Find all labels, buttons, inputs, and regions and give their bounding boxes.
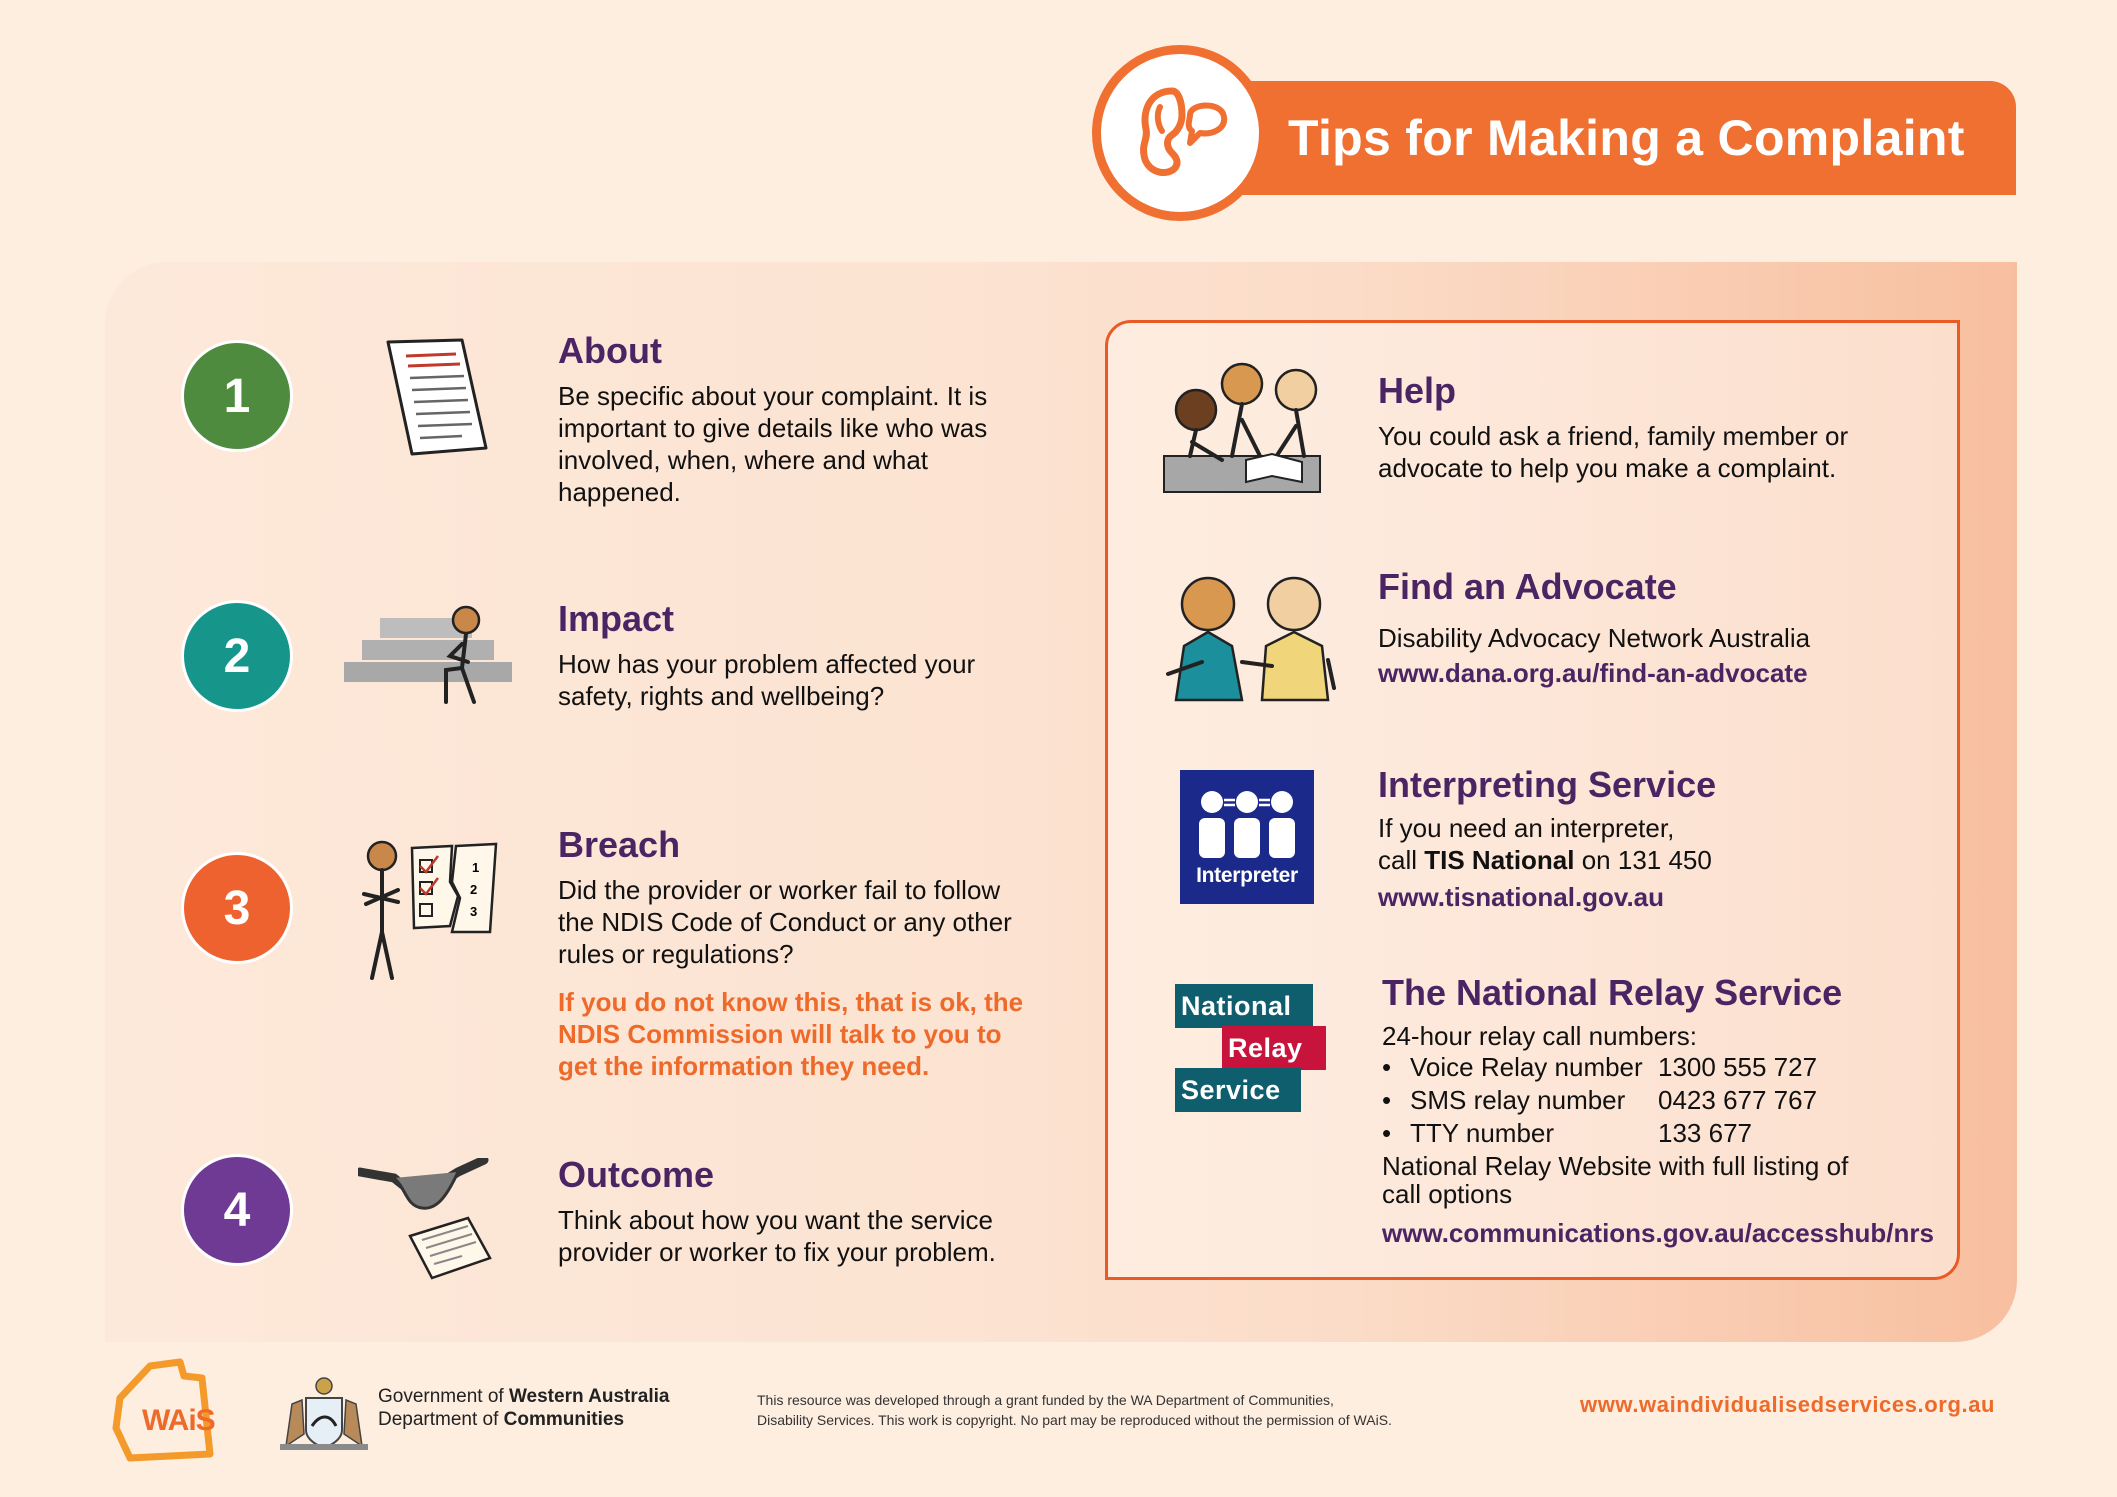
wais-logo-text: WAiS bbox=[142, 1404, 215, 1437]
people-helping-icon bbox=[1162, 356, 1322, 494]
step-3-heading: Breach bbox=[558, 824, 681, 865]
wais-website-link[interactable]: www.waindividualisedservices.org.au bbox=[1580, 1392, 1996, 1417]
svg-text:3: 3 bbox=[470, 904, 478, 919]
interpreter-logo bbox=[1180, 770, 1314, 904]
step-4-heading: Outcome bbox=[558, 1154, 715, 1195]
relay-intro: 24-hour relay call numbers: bbox=[1382, 1021, 1698, 1051]
step-3-note: If you do not know this, that is ok, the NDIS Commission will talk to you to get the information they need. bbox=[558, 987, 1024, 1081]
relay-item-label: TTY number bbox=[1410, 1118, 1555, 1148]
government-line-2 bbox=[378, 1408, 669, 1431]
stairs-person-icon bbox=[342, 598, 512, 708]
interpreting-body-line-1: If you need an interpreter, bbox=[1378, 813, 1675, 843]
advocate-link[interactable]: www.dana.org.au/find-an-advocate bbox=[1378, 658, 1808, 688]
title-banner bbox=[1190, 81, 2016, 195]
help-body-line-2: advocate to help you make a complaint. bbox=[1378, 453, 1837, 483]
step-4-number: 4 bbox=[181, 1154, 293, 1266]
help-body-line-1: You could ask a friend, family member or bbox=[1378, 421, 1849, 451]
step-2-number: 2 bbox=[181, 600, 293, 712]
svg-text:2: 2 bbox=[470, 882, 478, 897]
relay-item-sms: • SMS relay number 0423 677 767 bbox=[1382, 1085, 1818, 1115]
advocate-people-icon bbox=[1162, 570, 1338, 706]
step-3-number: 3 bbox=[181, 852, 293, 964]
gov-line-2-bold: Communities bbox=[503, 1409, 625, 1430]
copyright-line-2: Disability Services. This work is copyright. No part may be reproduced without the permission of WAiS. bbox=[757, 1412, 1392, 1428]
page-title: Tips for Making a Complaint bbox=[1288, 110, 1965, 166]
relay-item-tty: • TTY number 133 677 bbox=[1382, 1118, 1752, 1148]
interpreter-people-icon bbox=[1194, 786, 1300, 858]
svg-text:1: 1 bbox=[472, 860, 480, 875]
wais-logo bbox=[110, 1358, 216, 1466]
rules-checklist-icon bbox=[354, 836, 506, 984]
tis-national-name: TIS National bbox=[1424, 845, 1575, 875]
relay-item-value: 0423 677 767 bbox=[1658, 1085, 1818, 1115]
step-2-heading: Impact bbox=[558, 598, 675, 639]
gov-line-1-bold: Western Australia bbox=[508, 1386, 670, 1407]
handshake-agreement-icon bbox=[358, 1158, 498, 1282]
step-4-body: Think about how you want the service provider or worker to fix your problem. bbox=[558, 1205, 996, 1267]
help-heading: Help bbox=[1378, 370, 1457, 411]
nrs-logo-national: National bbox=[1175, 984, 1313, 1028]
document-icon bbox=[382, 336, 494, 460]
relay-item-value: 1300 555 727 bbox=[1658, 1052, 1818, 1082]
interpreting-heading: Interpreting Service bbox=[1378, 764, 1717, 805]
nrs-logo-service: Service bbox=[1175, 1068, 1301, 1112]
step-1-number: 1 bbox=[181, 340, 293, 452]
gov-line-2-pre: Department of bbox=[378, 1409, 504, 1430]
relay-item-label: Voice Relay number bbox=[1410, 1052, 1643, 1082]
interpreter-logo-text: Interpreter bbox=[1196, 864, 1298, 887]
relay-item-label: SMS relay number bbox=[1410, 1085, 1626, 1115]
government-line-1 bbox=[378, 1385, 669, 1408]
gov-line-1-pre: Government of bbox=[378, 1386, 509, 1407]
relay-item-value: 133 677 bbox=[1658, 1118, 1752, 1148]
relay-website-line-2: call options bbox=[1382, 1179, 1513, 1209]
relay-numbers-list bbox=[1382, 1051, 1817, 1150]
interpreting-call-text: call bbox=[1378, 845, 1425, 875]
tis-phone-text: on 131 450 bbox=[1574, 845, 1712, 875]
step-1-body: Be specific about your complaint. It is important to give details like who was involved, when, where and what happened. bbox=[558, 381, 988, 507]
wa-coat-of-arms-icon bbox=[276, 1374, 372, 1452]
advocate-heading: Find an Advocate bbox=[1378, 566, 1677, 607]
interpreting-body-line-2 bbox=[1378, 844, 1712, 876]
copyright-notice bbox=[757, 1390, 1517, 1430]
relay-heading: The National Relay Service bbox=[1382, 972, 1843, 1013]
advocate-body: Disability Advocacy Network Australia bbox=[1378, 623, 1811, 653]
government-credit bbox=[378, 1385, 669, 1431]
copyright-line-1: This resource was developed through a grant funded by the WA Department of Communities, bbox=[757, 1392, 1334, 1408]
nrs-logo-relay: Relay bbox=[1222, 1026, 1326, 1070]
relay-item-voice: • Voice Relay number 1300 555 727 bbox=[1382, 1052, 1818, 1082]
complaint-logo bbox=[1092, 45, 1268, 221]
ear-speech-icon bbox=[1120, 73, 1240, 193]
step-2-body: How has your problem affected your safety, rights and wellbeing? bbox=[558, 649, 976, 711]
relay-link[interactable]: www.communications.gov.au/accesshub/nrs bbox=[1382, 1218, 1934, 1248]
step-3-body: Did the provider or worker fail to follow the NDIS Code of Conduct or any other rules or regulations? bbox=[558, 875, 1012, 969]
step-1-heading: About bbox=[558, 330, 662, 371]
interpreting-link[interactable]: www.tisnational.gov.au bbox=[1378, 882, 1665, 912]
relay-website-line-1: National Relay Website with full listing of bbox=[1382, 1151, 1849, 1181]
